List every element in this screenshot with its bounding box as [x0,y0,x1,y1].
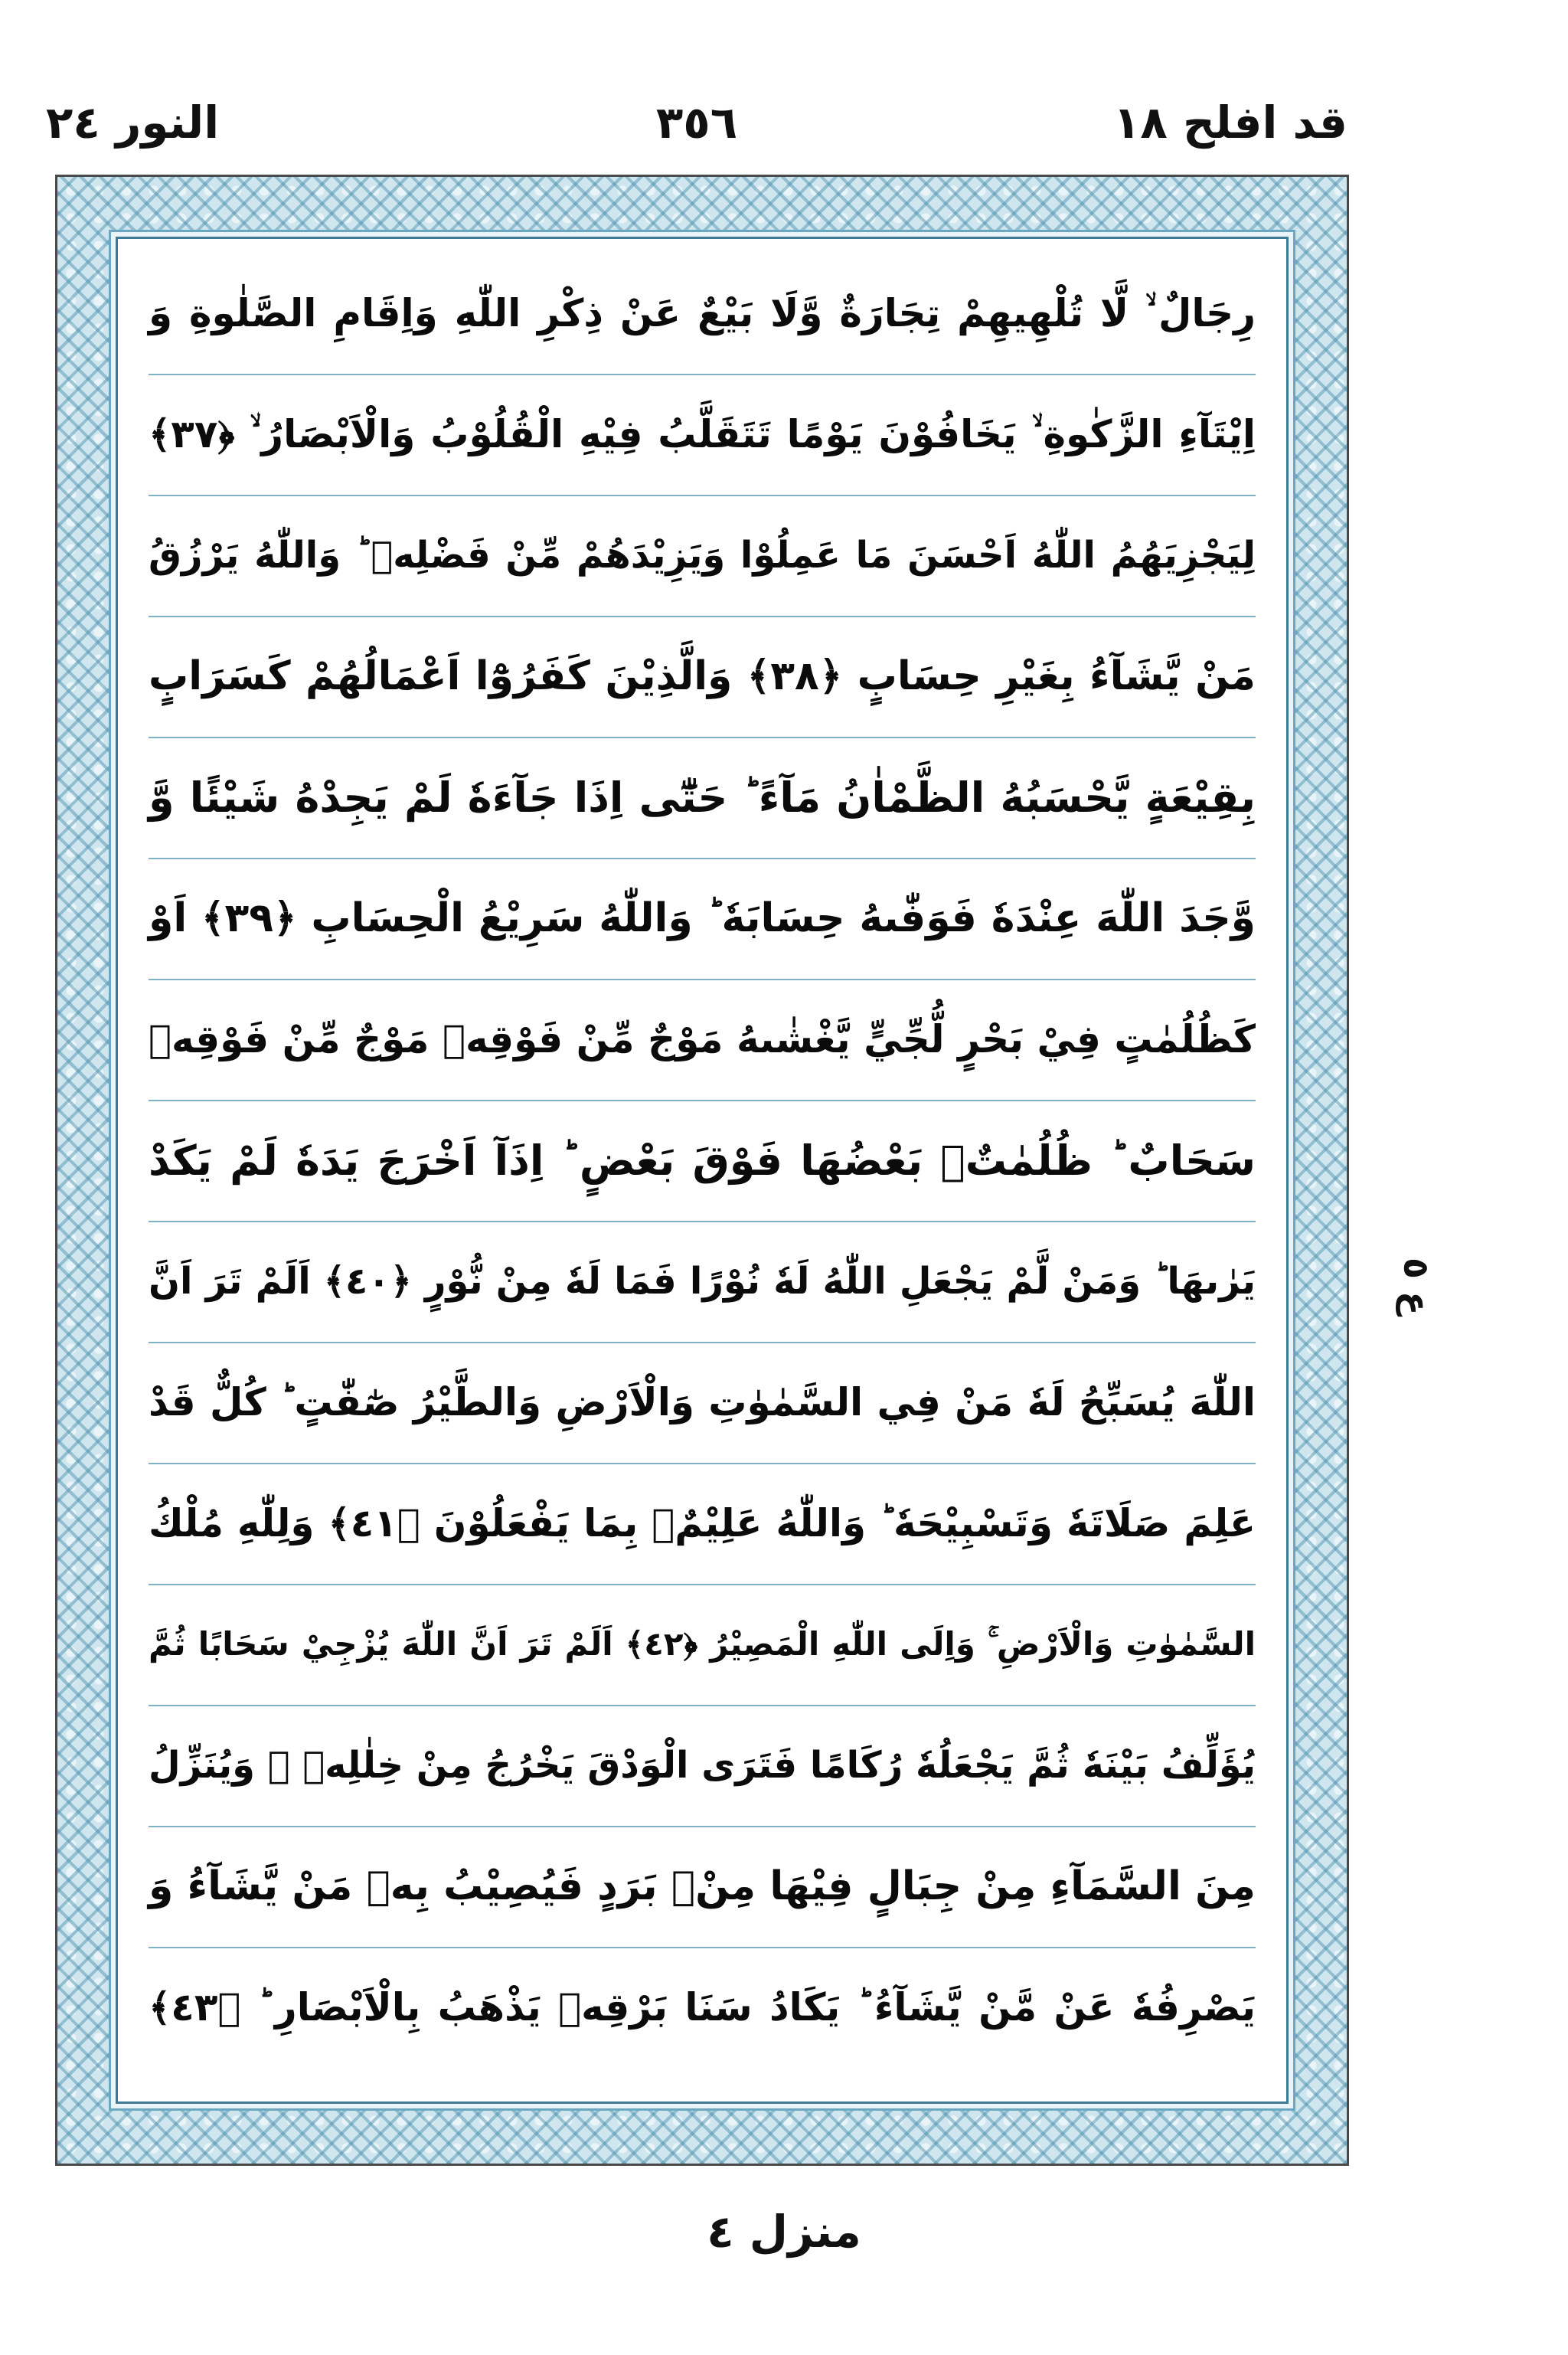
verse-line [149,1221,1256,1343]
verse-line [149,616,1256,738]
verse-line [149,858,1256,980]
verse-text: عَلِمَ صَلَاتَهٗ وَتَسْبِيْحَهٗ ؕ وَاللّٰهُ عَلِيْمٌۢ بِمَا يَفْعَلُوْنَ ﴿٤١﴾ وَلِلّٰهِ مُلْكُ [149,1501,1256,1545]
page-number: ٣٥٦ [655,96,738,149]
verse-line [149,737,1256,859]
manzil-footer: منزل ٤ [707,2206,861,2258]
verse-line [149,1100,1256,1222]
verse-text: يَرٰىهَا ؕ وَمَنْ لَّمْ يَجْعَلِ اللّٰهُ لَهٗ نُوْرًا فَمَا لَهٗ مِنْ نُّوْرٍ ﴿٤٠﴾ اَلَمْ تَرَ اَنَّ [149,1260,1256,1303]
verse-line [149,1584,1256,1706]
surah-name: النور ٢٤ [46,96,220,149]
verse-line [149,374,1256,496]
page-header [46,84,1348,161]
verse-line [149,979,1256,1101]
verse-text: لِيَجْزِيَهُمُ اللّٰهُ اَحْسَنَ مَا عَمِلُوْا وَيَزِيْدَهُمْ مِّنْ فَضْلِهٖ ؕ وَاللّٰهُ يَرْزُقُ [149,534,1256,577]
verse-text: سَحَابٌ ؕ ظُلُمٰتٌۢ بَعْضُهَا فَوْقَ بَعْضٍ ؕ اِذَآ اَخْرَجَ يَدَهٗ لَمْ يَكَدْ [149,1136,1256,1185]
verse-line [149,495,1256,617]
verse-text: بِقِيْعَةٍ يَّحْسَبُهُ الظَّمْاٰنُ مَآءً ؕ حَتّٰٓى اِذَا جَآءَهٗ لَمْ يَجِدْهُ شَيْئًا وَّ [149,773,1256,822]
verse-text: اِيْتَآءِ الزَّكٰوةِ ۙ يَخَافُوْنَ يَوْمًا تَتَقَلَّبُ فِيْهِ الْقُلُوْبُ وَالْاَبْصَارُ ۙ ﴿٣٧﴾ [149,411,1256,456]
verse-text: وَّجَدَ اللّٰهَ عِنْدَهٗ فَوَفّٰىهُ حِسَابَهٗ ؕ وَاللّٰهُ سَرِيْعُ الْحِسَابِ ﴿٣٩﴾ اَوْ [149,895,1256,941]
verse-line [149,1947,1256,2068]
verse-text: يُؤَلِّفُ بَيْنَهٗ ثُمَّ يَجْعَلُهٗ رُكَامًا فَتَرَى الْوَدْقَ يَخْرُجُ مِنْ خِلٰلِهٖ ۚ وَيُنَزِّلُ [149,1744,1256,1787]
text-panel [116,237,1289,2104]
verse-line [149,1463,1256,1585]
juz-name: قد افلح ١٨ [1112,96,1348,149]
verse-line [149,1826,1256,1948]
verse-text: السَّمٰوٰتِ وَالْاَرْضِ ۚ وَاِلَى اللّٰهِ الْمَصِيْرُ ﴿٤٢﴾ اَلَمْ تَرَ اَنَّ اللّٰهَ يُزْجِيْ سَحَابًا ثُمَّ [149,1625,1256,1663]
verse-text: اللّٰهَ يُسَبِّحُ لَهٗ مَنْ فِي السَّمٰوٰتِ وَالْاَرْضِ وَالطَّيْرُ صٰٓفّٰتٍ ؕ كُلٌّ قَدْ [149,1380,1256,1424]
verse-text: مَنْ يَّشَآءُ بِغَيْرِ حِسَابٍ ﴿٣٨﴾ وَالَّذِيْنَ كَفَرُوْٓا اَعْمَالُهُمْ كَسَرَابٍ [149,653,1256,699]
verse-text: يَصْرِفُهٗ عَنْ مَّنْ يَّشَآءُ ؕ يَكَادُ سَنَا بَرْقِهٖ يَذْهَبُ بِالْاَبْصَارِ ؕ ﴿٤٣﴾ [149,1985,1256,2030]
verse-line [149,253,1256,375]
verse-text: كَظُلُمٰتٍ فِيْ بَحْرٍ لُّجِّيٍّ يَّغْشٰىهُ مَوْجٌ مِّنْ فَوْقِهٖ مَوْجٌ مِّنْ فَوْقِهٖ [149,1017,1256,1061]
verse-text: رِجَالٌ ۙ لَّا تُلْهِيهِمْ تِجَارَةٌ وَّلَا بَيْعٌ عَنْ ذِكْرِ اللّٰهِ وَاِقَامِ الصَّلٰوةِ وَ [149,290,1256,335]
verse-line [149,1342,1256,1464]
ruku-marker: ع ٥ [1396,1258,1437,1316]
verse-line [149,1705,1256,1827]
verse-text: مِنَ السَّمَآءِ مِنْ جِبَالٍ فِيْهَا مِنْۢ بَرَدٍ فَيُصِيْبُ بِهٖ مَنْ يَّشَآءُ وَ [149,1863,1256,1909]
decorative-border [55,175,1349,2166]
